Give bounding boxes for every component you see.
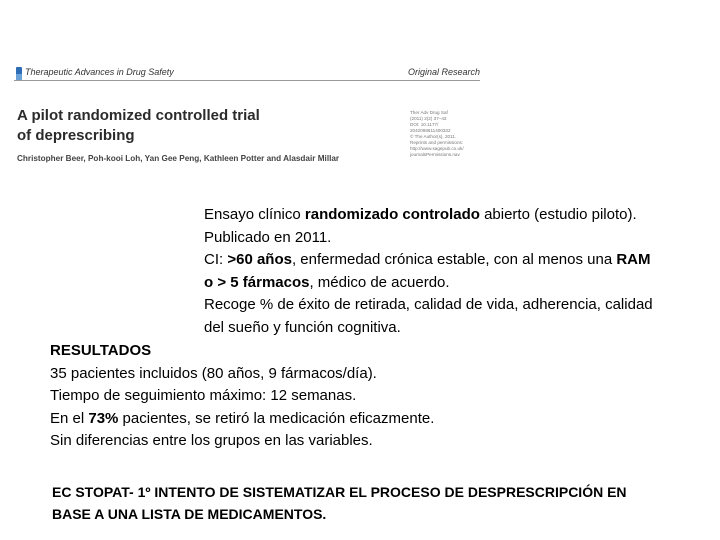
meta-line: 2042098611400332 xyxy=(410,128,451,133)
results-section xyxy=(50,340,610,453)
summary-outcomes-line-2: del sueño y función cognitiva. xyxy=(204,318,401,336)
meta-line: http://www.sagepub.co.uk/ xyxy=(410,146,464,151)
summary-text: CI: xyxy=(204,251,228,268)
results-text: pacientes, se retiró la medicación eficazmente. xyxy=(118,409,435,427)
results-line: 35 pacientes incluidos (80 años, 9 fármacos/día). xyxy=(50,364,377,382)
article-type: Original Research xyxy=(407,67,480,77)
summary-criteria-line xyxy=(204,249,704,272)
meta-line: (2011) 2(2) 37–43 xyxy=(410,116,447,121)
summary-outcomes-line: Recoge % de éxito de retirada, calidad de vida, adherencia, calidad xyxy=(204,296,653,313)
meta-line: Ther Adv Drug Saf xyxy=(410,110,448,115)
summary-criteria-line-2 xyxy=(204,272,704,295)
results-line: Sin diferencias entre los grupos en las variables. xyxy=(50,432,373,449)
journal-logo-icon xyxy=(16,67,22,81)
summary-text: , médico de acuerdo. xyxy=(309,273,450,291)
meta-line: journalsPermissions.nav xyxy=(410,152,460,157)
results-heading xyxy=(50,340,610,363)
meta-line: DOI: 10.1177/ xyxy=(410,122,439,127)
journal-article-header xyxy=(14,64,486,174)
article-title xyxy=(17,106,337,146)
article-title-line-1: A pilot randomized controlled trial xyxy=(17,107,260,124)
article-title-line-2: of deprescribing xyxy=(17,127,135,144)
summary-text: Ensayo clínico xyxy=(204,206,305,223)
conclusion-line: EC STOPAT- 1º INTENTO DE SISTEMATIZAR EL PROCESO DE DESPRESCRIPCIÓN EN xyxy=(52,484,627,500)
journal-name: Therapeutic Advances in Drug Safety xyxy=(25,67,174,77)
meta-line: Reprints and permissions: xyxy=(410,140,464,145)
summary-published-line: Publicado en 2011. xyxy=(204,228,332,246)
article-authors: Christopher Beer, Poh-kooi Loh, Yan Gee Peng, Kathleen Potter and Alasdair Millar xyxy=(17,154,340,163)
summary-emphasis: o > 5 fármacos xyxy=(204,273,310,291)
summary-emphasis: >60 años xyxy=(227,251,292,268)
summary-design-line xyxy=(204,204,704,227)
study-summary xyxy=(204,204,704,339)
conclusion-line: BASE A UNA LISTA DE MEDICAMENTOS. xyxy=(52,506,327,522)
results-emphasis: 73% xyxy=(88,409,119,427)
meta-line: © The Author(s), 2011. xyxy=(410,134,457,139)
summary-text: , enfermedad crónica estable, con al menos una xyxy=(291,251,617,268)
summary-emphasis: RAM xyxy=(616,251,651,268)
results-heading-text: RESULTADOS xyxy=(50,342,152,359)
results-text: En el xyxy=(50,409,89,427)
article-metadata xyxy=(410,110,484,158)
conclusion xyxy=(52,481,672,525)
summary-emphasis: randomizado controlado xyxy=(304,206,480,223)
summary-text: abierto (estudio piloto). xyxy=(479,206,637,223)
header-divider xyxy=(14,80,480,81)
results-line: Tiempo de seguimiento máximo: 12 semanas. xyxy=(50,387,357,404)
results-line xyxy=(50,408,610,431)
